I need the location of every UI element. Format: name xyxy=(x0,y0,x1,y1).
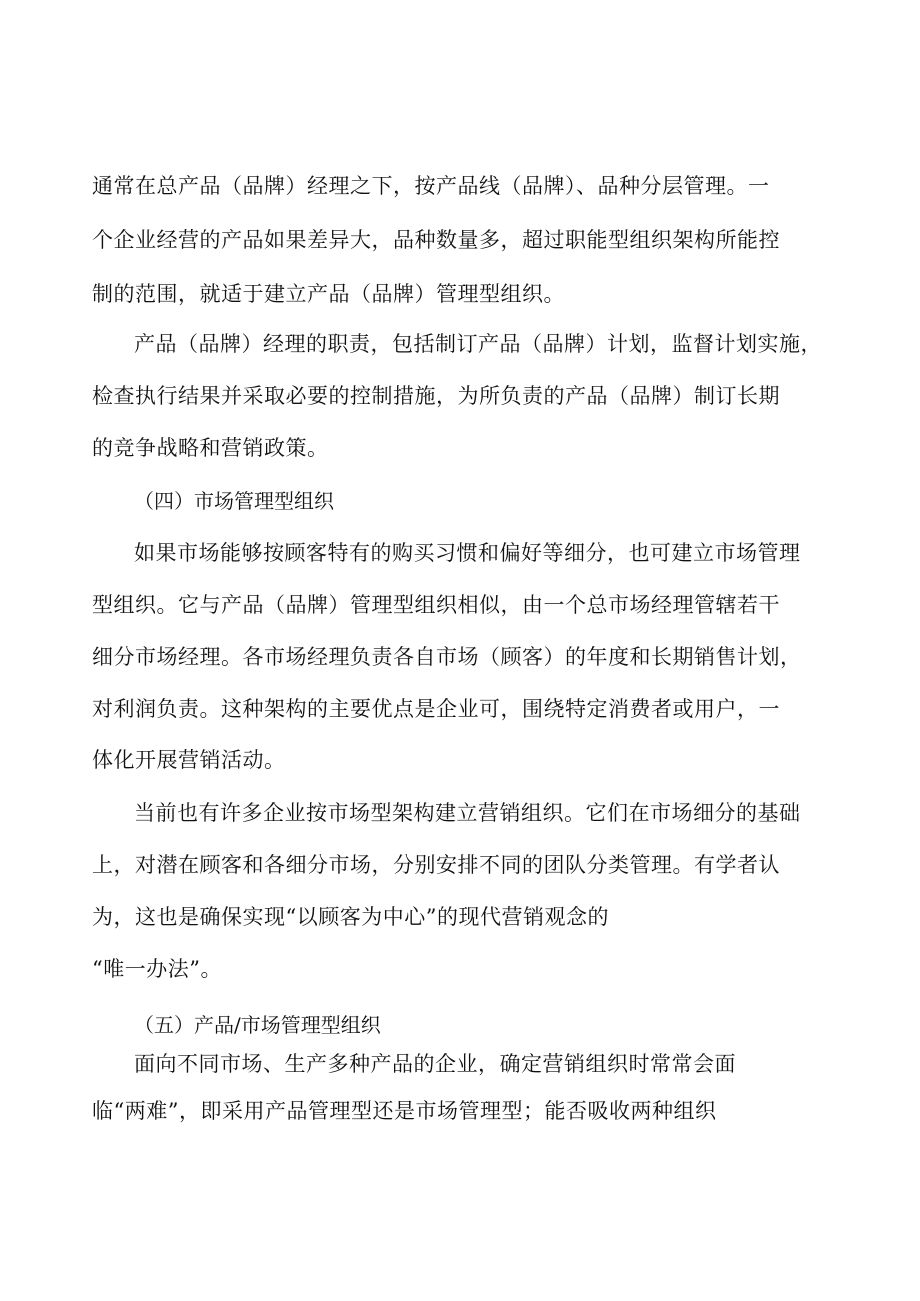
paragraph-4-line-4: “唯一办法”。 xyxy=(92,957,222,981)
paragraph-2-line-3: 的竞争战略和营销政策。 xyxy=(92,436,329,460)
paragraph-2-line-2: 检查执行结果并采取必要的控制措施，为所负责的产品（品牌）制订长期 xyxy=(92,384,780,408)
section-heading-4: （四）市场管理型组织 xyxy=(134,489,334,513)
paragraph-3-line-5: 体化开展营销活动。 xyxy=(92,748,286,772)
paragraph-4-line-2: 上，对潜在顾客和各细分市场，分别安排不同的团队分类管理。有学者认 xyxy=(92,853,780,877)
paragraph-1-line-2: 个企业经营的产品如果差异大，品种数量多，超过职能型组织架构所能控 xyxy=(92,228,780,252)
paragraph-3-line-4: 对利润负责。这种架构的主要优点是企业可，围绕特定消费者或用户，一 xyxy=(92,697,780,721)
paragraph-1-line-3: 制的范围，就适于建立产品（品牌）管理型组织。 xyxy=(92,282,565,306)
paragraph-3-line-1: 如果市场能够按顾客特有的购买习惯和偏好等细分，也可建立市场管理 xyxy=(134,541,801,565)
paragraph-3-line-2: 型组织。它与产品（品牌）管理型组织相似，由一个总市场经理管辖若干 xyxy=(92,593,780,617)
paragraph-4-line-1: 当前也有许多企业按市场型架构建立营销组织。它们在市场细分的基础 xyxy=(134,801,801,825)
paragraph-5-line-2: 临“两难”，即采用产品管理型还是市场管理型；能否吸收两种组织 xyxy=(92,1099,717,1123)
section-heading-5: （五）产品/市场管理型组织 xyxy=(134,1013,381,1037)
paragraph-4-line-3: 为，这也是确保实现“以顾客为中心”的现代营销观念的 xyxy=(92,905,609,929)
paragraph-1-line-1: 通常在总产品（品牌）经理之下，按产品线（品牌）、品种分层管理。一 xyxy=(92,174,770,198)
paragraph-2-line-1: 产品（品牌）经理的职责，包括制订产品（品牌）计划，监督计划实施， xyxy=(134,332,822,356)
paragraph-3-line-3: 细分市场经理。各市场经理负责各自市场（顾客）的年度和长期销售计划， xyxy=(92,645,802,669)
paragraph-5-line-1: 面向不同市场、生产多种产品的企业，确定营销组织时常常会面 xyxy=(134,1052,736,1076)
